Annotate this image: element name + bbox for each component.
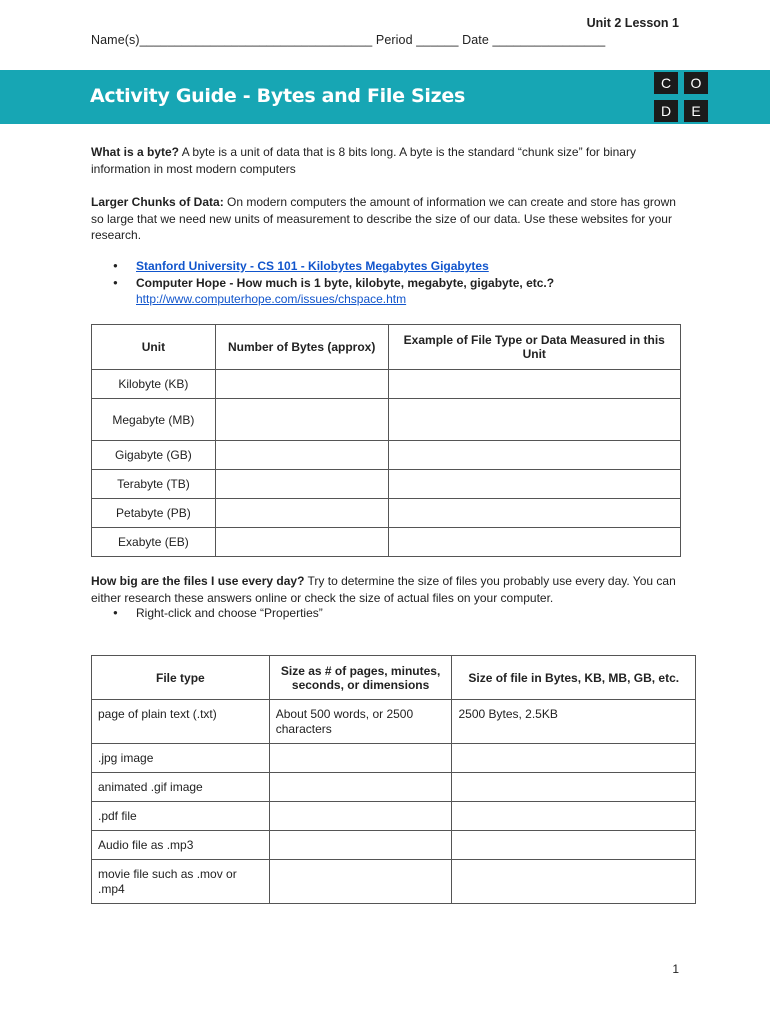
byte-label: What is a byte? <box>91 145 180 159</box>
properties-tip <box>91 605 681 622</box>
table-row <box>92 499 681 528</box>
table-row <box>92 802 696 831</box>
everyday-text: Try to determine the size of files you probably use every day. You can either research these answers online or check the size of actual files on your computer. <box>91 574 676 605</box>
column-header: Unit <box>92 325 216 370</box>
logo-letter: D <box>654 100 678 122</box>
bytes-cell[interactable] <box>215 528 388 557</box>
larger-chunks-text: On modern computers the amount of information we can create and store has grown so large that we need new units of measurement to describe the size of our data. Use these websites for your research. <box>91 195 676 242</box>
column-header: Example of File Type or Data Measured in this Unit <box>388 325 680 370</box>
file-size-cell[interactable] <box>452 802 696 831</box>
file-type-cell: animated .gif image <box>92 773 270 802</box>
bytes-cell[interactable] <box>215 399 388 441</box>
title-banner <box>0 70 770 124</box>
unit-table <box>91 324 681 557</box>
stanford-link[interactable]: Stanford University - CS 101 - Kilobytes Megabytes Gigabytes <box>136 259 489 273</box>
table-row <box>92 744 696 773</box>
byte-definition <box>91 144 681 177</box>
unit-cell: Megabyte (MB) <box>92 399 216 441</box>
example-cell[interactable] <box>388 470 680 499</box>
table-row <box>92 528 681 557</box>
bytes-cell[interactable] <box>215 470 388 499</box>
page-number: 1 <box>672 962 679 976</box>
file-size-cell[interactable] <box>452 831 696 860</box>
unit-cell: Exabyte (EB) <box>92 528 216 557</box>
example-cell[interactable] <box>388 399 680 441</box>
example-cell[interactable] <box>388 499 680 528</box>
unit-cell: Petabyte (PB) <box>92 499 216 528</box>
logo-letter: E <box>684 100 708 122</box>
list-item <box>91 275 681 308</box>
table-row <box>92 370 681 399</box>
bytes-cell[interactable] <box>215 441 388 470</box>
file-type-cell: .jpg image <box>92 744 270 773</box>
file-size-cell[interactable]: 2500 Bytes, 2.5KB <box>452 700 696 744</box>
list-item <box>91 258 681 275</box>
code-org-logo <box>654 70 710 124</box>
unit-cell: Gigabyte (GB) <box>92 441 216 470</box>
table-row <box>92 773 696 802</box>
example-cell[interactable] <box>388 528 680 557</box>
byte-text: A byte is a unit of data that is 8 bits long. A byte is the standard “chunk size” for binary information in most modern computers <box>91 145 636 176</box>
everyday-files-paragraph <box>91 573 681 606</box>
table-row <box>92 470 681 499</box>
everyday-label: How big are the files I use every day? <box>91 574 305 588</box>
table-row <box>92 700 696 744</box>
bytes-cell[interactable] <box>215 499 388 528</box>
larger-chunks-paragraph <box>91 194 681 244</box>
size-description-cell[interactable] <box>269 802 452 831</box>
example-cell[interactable] <box>388 441 680 470</box>
table-row <box>92 831 696 860</box>
size-description-cell[interactable] <box>269 773 452 802</box>
file-size-cell[interactable] <box>452 773 696 802</box>
table-header-row <box>92 656 696 700</box>
computer-hope-label: Computer Hope - How much is 1 byte, kilobyte, megabyte, gigabyte, etc.? <box>136 275 555 290</box>
bytes-cell[interactable] <box>215 370 388 399</box>
size-description-cell[interactable]: About 500 words, or 2500 characters <box>269 700 452 744</box>
unit-cell: Terabyte (TB) <box>92 470 216 499</box>
research-links <box>91 258 681 308</box>
column-header: Size as # of pages, minutes, seconds, or dimensions <box>269 656 452 700</box>
larger-chunks-label: Larger Chunks of Data: <box>91 195 224 209</box>
column-header: Size of file in Bytes, KB, MB, GB, etc. <box>452 656 696 700</box>
logo-letter: C <box>654 72 678 94</box>
logo-letter: O <box>684 72 708 94</box>
lesson-label: Unit 2 Lesson 1 <box>586 16 679 30</box>
names-period-date-line: Name(s)_________________________________ Period ______ Date ________________ <box>91 33 606 47</box>
size-description-cell[interactable] <box>269 831 452 860</box>
column-header: Number of Bytes (approx) <box>215 325 388 370</box>
computer-hope-link[interactable]: http://www.computerhope.com/issues/chspace.htm <box>136 292 407 306</box>
file-size-table <box>91 655 696 904</box>
file-size-cell[interactable] <box>452 744 696 773</box>
table-row <box>92 441 681 470</box>
table-row <box>92 399 681 441</box>
page-title: Activity Guide - Bytes and File Sizes <box>90 85 465 107</box>
column-header: File type <box>92 656 270 700</box>
file-type-cell: page of plain text (.txt) <box>92 700 270 744</box>
size-description-cell[interactable] <box>269 744 452 773</box>
example-cell[interactable] <box>388 370 680 399</box>
table-row <box>92 860 696 904</box>
file-type-cell: Audio file as .mp3 <box>92 831 270 860</box>
unit-cell: Kilobyte (KB) <box>92 370 216 399</box>
list-item: ● Right-click and choose “Properties” <box>91 605 681 622</box>
file-type-cell: .pdf file <box>92 802 270 831</box>
size-description-cell[interactable] <box>269 860 452 904</box>
table-header-row <box>92 325 681 370</box>
file-size-cell[interactable] <box>452 860 696 904</box>
file-type-cell: movie file such as .mov or .mp4 <box>92 860 270 904</box>
